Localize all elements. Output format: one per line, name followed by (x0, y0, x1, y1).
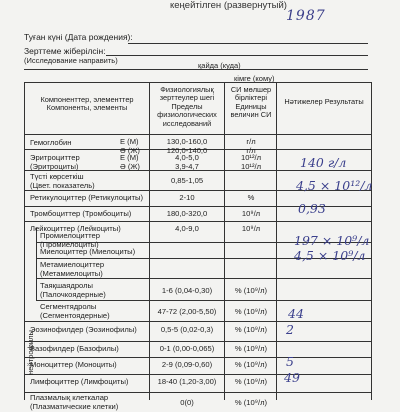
row-11-name: Эозинофилдер (Эозинофилы) (30, 325, 137, 334)
handwritten-eosinophils: 2 (286, 322, 294, 337)
row-9-unit: % (10⁹/л) (234, 286, 268, 295)
sender-line-2 (24, 69, 368, 70)
row-7-name: Миелоциттер (Миелоциты) (40, 247, 136, 256)
to-whom-label: кімге (кому) (234, 74, 275, 83)
birth-date-label: Туған күні (Дата рождения): (24, 32, 133, 42)
row-10-name: Сегментядролы (Сегментоядерные) (40, 302, 110, 321)
handwritten-segmented: 44 (288, 306, 304, 321)
row-3-range: 2-10 (179, 193, 195, 202)
row-3-name: Ретикулоциттер (Ретикулоциты) (30, 193, 144, 202)
handwritten-hemoglobin: 140 г/л (300, 155, 347, 170)
sender-label: Зерттеме жіберілсін: (24, 46, 106, 56)
row-12-range: 0-1 (0,00-0,065) (159, 344, 215, 353)
row-5-range: 4,0-9,0 (175, 224, 199, 233)
sender-sublabel: (Исследование направить) (24, 56, 118, 65)
row-11-unit: % (10⁹/л) (234, 325, 268, 334)
row-1-name: Эритроциттер (Эритроциты) (30, 153, 80, 172)
row-9-name: Таяқшаядролы (Палочкоядерные) (40, 281, 106, 300)
row-13-unit: % (10⁹/л) (234, 360, 268, 369)
row-0-sub: Е (М) Ә (Ж) (120, 137, 140, 156)
row-8-name: Метамиелоциттер (Метамиелоциты) (40, 260, 105, 279)
row-0-name: Гемоглобин (30, 138, 72, 147)
header-components: Компоненттер, элементтер Компоненты, элементы (40, 95, 134, 113)
birth-date-line (128, 43, 368, 44)
row-2-range: 0,85-1,05 (170, 176, 204, 185)
header-physio: Физиологиялық зерттеулер шегі Пределы физиологических исследований (157, 85, 217, 128)
row-15-unit: % (10⁹/л) (234, 398, 268, 407)
row-0-range: 130,0-160,0 120,0-140,0 (166, 137, 208, 156)
header-results: Нәтижелер Результаты (284, 97, 364, 106)
row-9-range: 1-6 (0,04-0,30) (161, 286, 213, 295)
row-15-name: Плазмалық клеткалар (Плазматические клетки) (30, 393, 119, 412)
handwritten-color-index: 0,93 (298, 201, 326, 216)
row-4-range: 180,0-320,0 (166, 209, 208, 218)
row-10-range: 47-72 (2,00-5,50) (157, 307, 217, 316)
handwritten-erythrocytes: 4,5 × 10¹²/л (296, 178, 373, 193)
row-1-range: 4,0-5,0 3,9-4,7 (175, 153, 199, 172)
row-5-unit: 10⁹/л (241, 224, 261, 233)
row-3-unit: % (247, 193, 255, 202)
row-5-name: Лейкоциттер (Лейкоциты) (30, 224, 121, 233)
row-11-range: 0,5-5 (0,02-0,3) (160, 325, 214, 334)
sender-line-1 (106, 55, 368, 56)
row-4-name: Тромбоциттер (Тромбоциты) (30, 209, 132, 218)
neutrophils-group-label: нейтрофилы (25, 329, 35, 375)
row-1-unit: 10¹²/л 10¹²/л (240, 153, 262, 172)
handwritten-monocytes: 5 (286, 354, 294, 369)
row-14-range: 18-40 (1,20-3,00) (157, 377, 217, 386)
row-0-unit: г/л г/л (246, 137, 256, 156)
row-13-name: Моноциттер (Моноциты) (30, 360, 117, 369)
row-14-unit: % (10⁹/л) (234, 377, 268, 386)
row-12-name: Базофилдер (Базофилы) (30, 344, 119, 353)
where-label: қайда (куда) (198, 61, 241, 70)
handwritten-leukocytes: 4,5 × 10⁹/л (294, 248, 366, 263)
row-4-unit: 10⁹/л (241, 209, 261, 218)
row-13-range: 2-9 (0,09-0,60) (161, 360, 213, 369)
row-15-range: 0(0) (180, 398, 194, 407)
handwritten-platelets: 197 × 10⁹/л (294, 233, 370, 248)
row-12-unit: % (10⁹/л) (234, 344, 268, 353)
header-units: СИ мөлшер бірліктері Единицы величин СИ (230, 85, 272, 120)
handwritten-year: 1987 (286, 8, 326, 24)
row-2-name: Түсті көрсеткіш (Цвет. показатель) (30, 172, 95, 191)
row-1-sub: Е (М) Ә (Ж) (120, 153, 140, 172)
form-title: кеңейтілген (развернутый) (170, 0, 287, 11)
row-14-name: Лимфоциттер (Лимфоциты) (30, 377, 129, 386)
row-10-unit: % (10⁹/л) (234, 307, 268, 316)
row-6-name: Промиелоциттер (Промиелоциты) (40, 231, 100, 250)
handwritten-lymphocytes: 49 (284, 370, 300, 385)
